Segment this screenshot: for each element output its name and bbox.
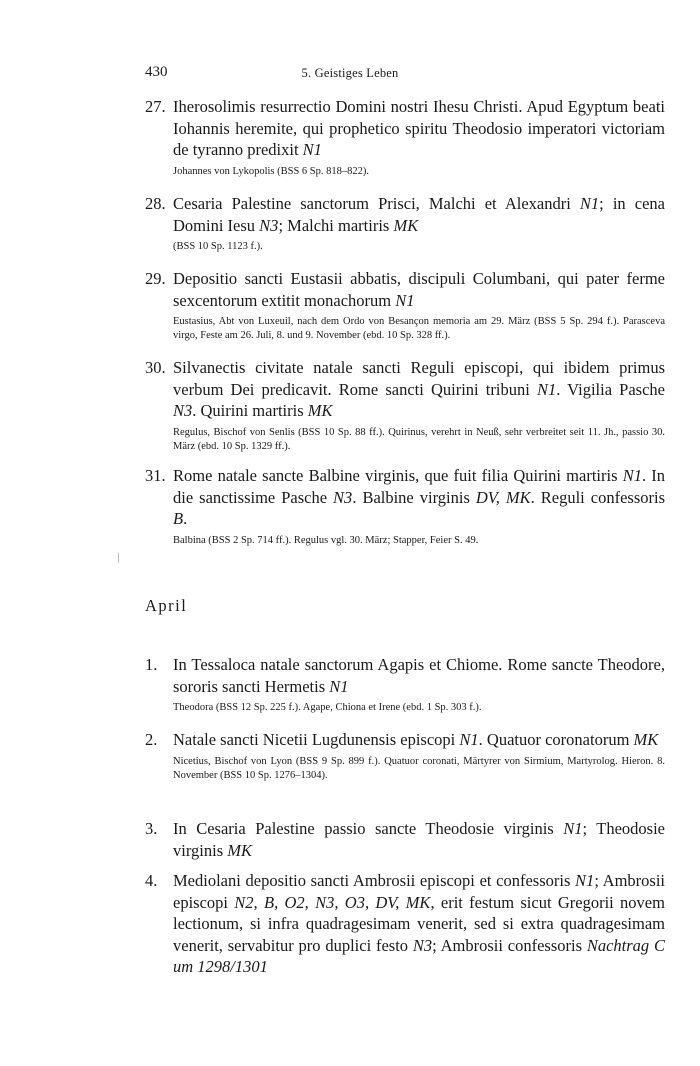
entry-april-3 xyxy=(145,818,665,861)
entry-text: Natale sancti Nicetii Lugdunensis episcopi N1. Quatuor coronatorum MK xyxy=(173,730,659,749)
entry-number: 3. xyxy=(145,819,158,838)
entry-number: 27. xyxy=(145,97,166,116)
entry-number: 28. xyxy=(145,194,166,213)
entry-number: 2. xyxy=(145,730,158,749)
entry-text: In Cesaria Palestine passio sancte Theodosie virginis N1; Theodosie virginis MK xyxy=(173,819,665,860)
entry-note: Regulus, Bischof von Senlis (BSS 10 Sp. 88 ff.). Quirinus, verehrt in Neuß, sehr verbreitet seit 11. Jh., passio 30. März (ebd. 10 Sp. 1329 ff.). xyxy=(173,426,665,452)
entry-note: (BSS 10 Sp. 1123 f.). xyxy=(173,241,263,252)
entry-note: Nicetius, Bischof von Lyon (BSS 9 Sp. 899 f.). Quatuor coronati, Märtyrer von Sirmium, Martyrolog. Hieron. 8. November (BSS 10 Sp. 1276–1304). xyxy=(173,755,665,781)
entry-april-1 xyxy=(145,654,665,715)
entry-note: Johannes von Lykopolis (BSS 6 Sp. 818–822). xyxy=(173,165,370,177)
entry-text: Depositio sancti Eustasii abbatis, discipuli Columbani, qui pater ferme sexcentorum extitit monachorum N1 xyxy=(173,269,665,310)
entry-march-29 xyxy=(145,268,665,343)
entry-march-31 xyxy=(145,465,665,548)
entry-note: Balbina (BSS 2 Sp. 714 ff.). Regulus vgl. 30. März; Stapper, Feier S. 49. xyxy=(173,534,479,546)
entry-text: Rome natale sancte Balbine virginis, que fuit filia Quirini martiris N1. In die sanctissime Pasche N3. Balbine virginis DV, MK. Reguli confessoris B. xyxy=(173,466,666,528)
entry-april-2 xyxy=(145,729,665,783)
entry-march-30 xyxy=(145,357,665,454)
entry-number: 30. xyxy=(145,358,166,377)
page-number: 430 xyxy=(145,64,168,80)
entry-march-27 xyxy=(145,96,665,179)
month-heading: April xyxy=(145,596,188,615)
margin-mark xyxy=(118,553,119,563)
entry-text: Iherosolimis resurrectio Domini nostri Ihesu Christi. Apud Egyptum beati Iohannis heremite, qui prophetico spiritu Theodosio imperatori victoriam de tyranno predixit N1 xyxy=(173,97,665,159)
entry-text: Silvanectis civitate natale sancti Reguli episcopi, qui ibidem primus verbum Dei predicavit. Rome sancti Quirini tribuni N1. Vigilia Pasche N3. Quirini martiris MK xyxy=(173,358,665,420)
entry-number: 31. xyxy=(145,466,166,485)
entry-note: Theodora (BSS 12 Sp. 225 f.). Agape, Chiona et Irene (ebd. 1 Sp. 303 f.). xyxy=(173,702,482,713)
entry-note: Eustasius, Abt von Luxeuil, nach dem Ordo von Besançon memoria am 29. März (BSS 5 Sp. 294 f.). Parasceva virgo, Feste am 26. Juli, 8. und 9. November (ebd. 10 Sp. 328 ff.). xyxy=(173,316,665,341)
entry-number: 1. xyxy=(145,655,158,674)
entry-text: In Tessaloca natale sanctorum Agapis et Chiome. Rome sancte Theodore, sororis sancti Hermetis N1 xyxy=(173,655,665,696)
entry-text: Cesaria Palestine sanctorum Prisci, Malchi et Alexandri N1; in cena Domini Iesu N3; Malchi martiris MK xyxy=(173,194,665,235)
entry-april-4 xyxy=(145,870,665,978)
entry-text: Mediolani depositio sancti Ambrosii episcopi et confessoris N1; Ambrosii episcopi N2, B, O2, N3, O3, DV, MK, erit festum sicut Gregorii novem lectionum, si infra quadragesimam venerit, sed si extra quadragesimam venerit, servabitur pro duplici festo N3; Ambrosii confessoris Nachtrag C um 1298/1301 xyxy=(173,871,665,976)
entry-march-28 xyxy=(145,193,665,254)
entry-number: 4. xyxy=(145,871,158,890)
entry-number: 29. xyxy=(145,269,166,288)
running-title: 5. Geistiges Leben xyxy=(301,66,399,80)
